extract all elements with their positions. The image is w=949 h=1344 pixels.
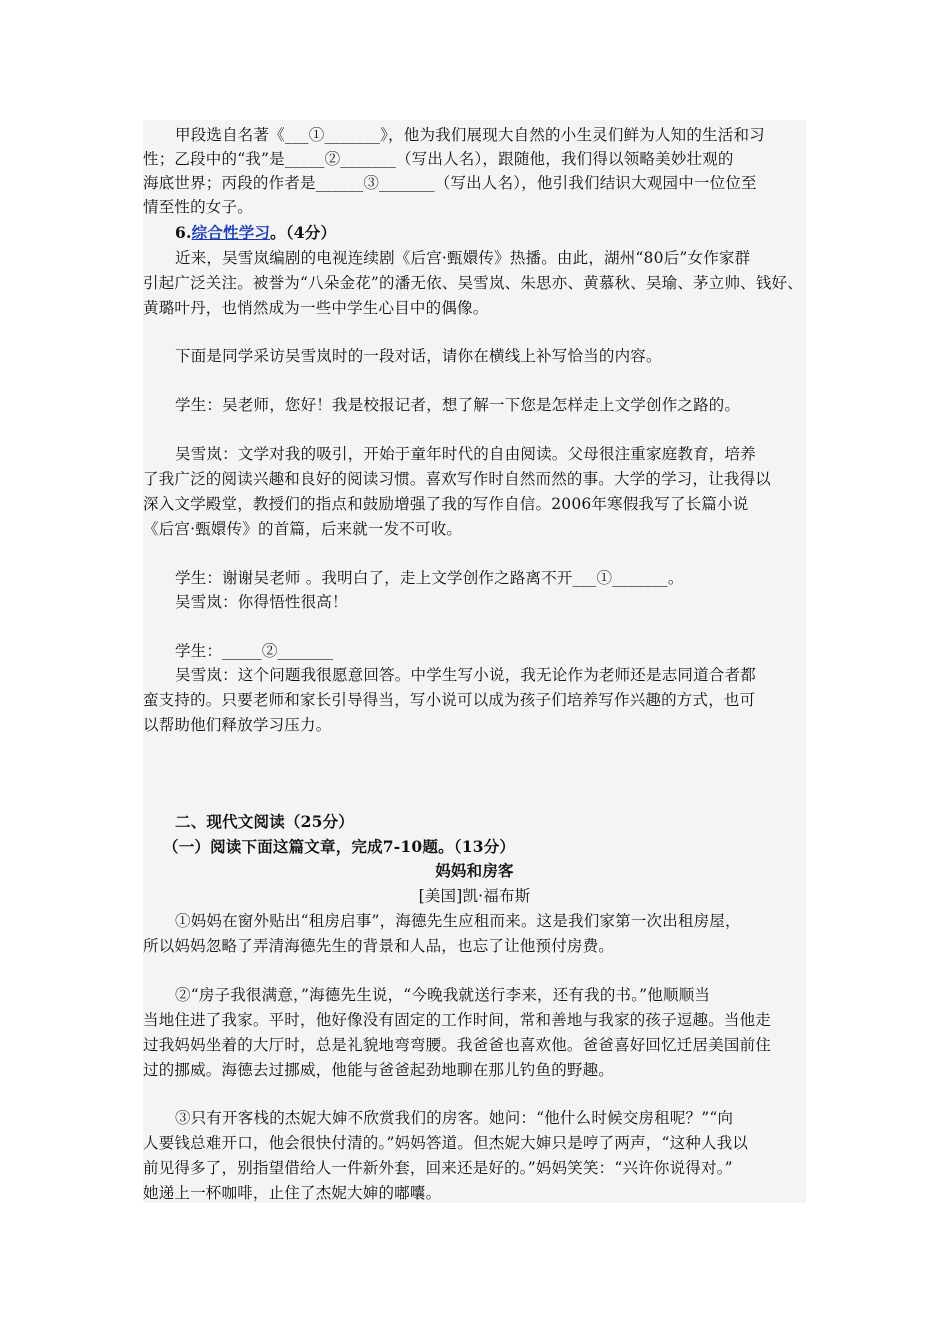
dialogue-wu-2: 吴雪岚：你得悟性很高！ xyxy=(175,593,348,611)
q6-heading: 6.综合性学习。（4分） xyxy=(175,223,337,242)
paragraph-3-line: ③只有开客栈的杰妮大婶不欣赏我们的房客。她问：“他什么时候交房租呢？”“向 xyxy=(175,1109,734,1127)
paragraph-2-line: 过我妈妈坐着的大厅时，总是礼貌地弯弯腰。我爸爸也喜欢他。爸爸喜好回忆迁居美国前住 xyxy=(143,1036,772,1054)
q6-intro-line: 近来，吴雪岚编剧的电视连续剧《后宫·甄嬛传》热播。由此，湖州“80后”女作家群 xyxy=(175,249,751,267)
subsection-heading: （一）阅读下面这篇文章，完成7-10题。（13分） xyxy=(163,837,516,856)
paragraph-2-line: ②“房子我很满意，”海德先生说，“今晚我就送行李来，还有我的书。”他顺顺当 xyxy=(175,986,711,1004)
paragraph-1-line: 所以妈妈忽略了弄清海德先生的背景和人品，也忘了让他预付房费。 xyxy=(143,937,615,955)
dialogue-wu-1-line: 深入文学殿堂，教授们的指点和鼓励增强了我的写作自信。2006年寒假我写了长篇小说 xyxy=(143,495,749,513)
dialogue-student-2: 学生：谢谢吴老师 。我明白了，走上文学创作之路离不开___①_______。 xyxy=(175,569,684,587)
q6-intro-line: 黄璐叶丹，也悄然成为一些中学生心目中的偶像。 xyxy=(143,299,489,317)
article-title: 妈妈和房客 xyxy=(435,861,514,880)
answer-blank-2: _____②_______ xyxy=(222,642,334,660)
paragraph-2-line: 过的挪威。海德去过挪威，他能与爸爸起劲地聊在那儿钓鱼的野趣。 xyxy=(143,1061,615,1079)
paragraph-3-line: 人要钱总难开口，他会很快付清的。”妈妈答道。但杰妮大婶只是哼了两声，“这种人我以 xyxy=(143,1134,749,1152)
dialogue-student-3: 学生：_____②_______ xyxy=(175,642,334,660)
dialogue-student-1: 学生：吴老师，您好！我是校报记者，想了解一下您是怎样走上文学创作之路的。 xyxy=(175,396,741,414)
paragraph-2-line: 当地住进了我家。平时，他好像没有固定的工作时间，常和善地与我家的孩子逗趣。当他走 xyxy=(143,1011,772,1029)
dialogue-wu-3-line: 以帮助他们释放学习压力。 xyxy=(143,716,332,734)
answer-blank-1: ___①_______ xyxy=(572,569,668,587)
dialogue-wu-3-line: 蛮支持的。只要老师和家长引导得当，写小说可以成为孩子们培养写作兴趣的方式，也可 xyxy=(143,691,756,709)
q6-intro-line: 引起广泛关注。被誉为“八朵金花”的潘无依、吴雪岚、朱思亦、黄慕秋、吴瑜、茅立帅、钱好、 xyxy=(143,274,803,292)
paragraph-3-line: 她递上一杯咖啡，止住了杰妮大婶的嘟囔。 xyxy=(143,1184,442,1202)
dialogue-wu-1-line: 《后宫·甄嬛传》的首篇，后来就一发不可收。 xyxy=(143,520,463,538)
paragraph-3-line: 前见得多了，别指望借给人一件新外套，回来还是好的。”妈妈笑笑：“兴许你说得对。” xyxy=(143,1159,733,1177)
paragraph-1-line: ①妈妈在窗外贴出“租房启事”，海德先生应租而来。这是我们家第一次出租房屋， xyxy=(175,912,741,930)
section-heading: 二、现代文阅读（25分） xyxy=(175,812,354,831)
q6-topic-link[interactable]: 综合性学习 xyxy=(191,223,271,242)
dialogue-wu-3-line: 吴雪岚：这个问题我很愿意回答。中学生写小说，我无论作为老师还是志同道合者都 xyxy=(175,666,756,684)
q5-line-3: 海底世界；丙段的作者是______③_______（写出人名），他引我们结识大观园中一位位至 xyxy=(143,174,757,192)
q6-instruction: 下面是同学采访吴雪岚时的一段对话，请你在横线上补写恰当的内容。 xyxy=(175,347,662,365)
q5-line-1: 甲段选自名著《___①_______》，他为我们展现大自然的小生灵们鲜为人知的生活和习 xyxy=(175,126,765,144)
q5-line-2: 性；乙段中的“我”是_____②_______（写出人名），跟随他，我们得以领略美妙壮观的 xyxy=(143,150,734,168)
dialogue-wu-1-line: 了我广泛的阅读兴趣和良好的阅读习惯。喜欢写作时自然而然的事。大学的学习，让我得以 xyxy=(143,470,772,488)
q5-line-4: 情至性的女子。 xyxy=(143,198,253,216)
dialogue-wu-1-line: 吴雪岚：文学对我的吸引，开始于童年时代的自由阅读。父母很注重家庭教育，培养 xyxy=(175,445,756,463)
article-author: [美国]凯·福布斯 xyxy=(418,887,531,905)
